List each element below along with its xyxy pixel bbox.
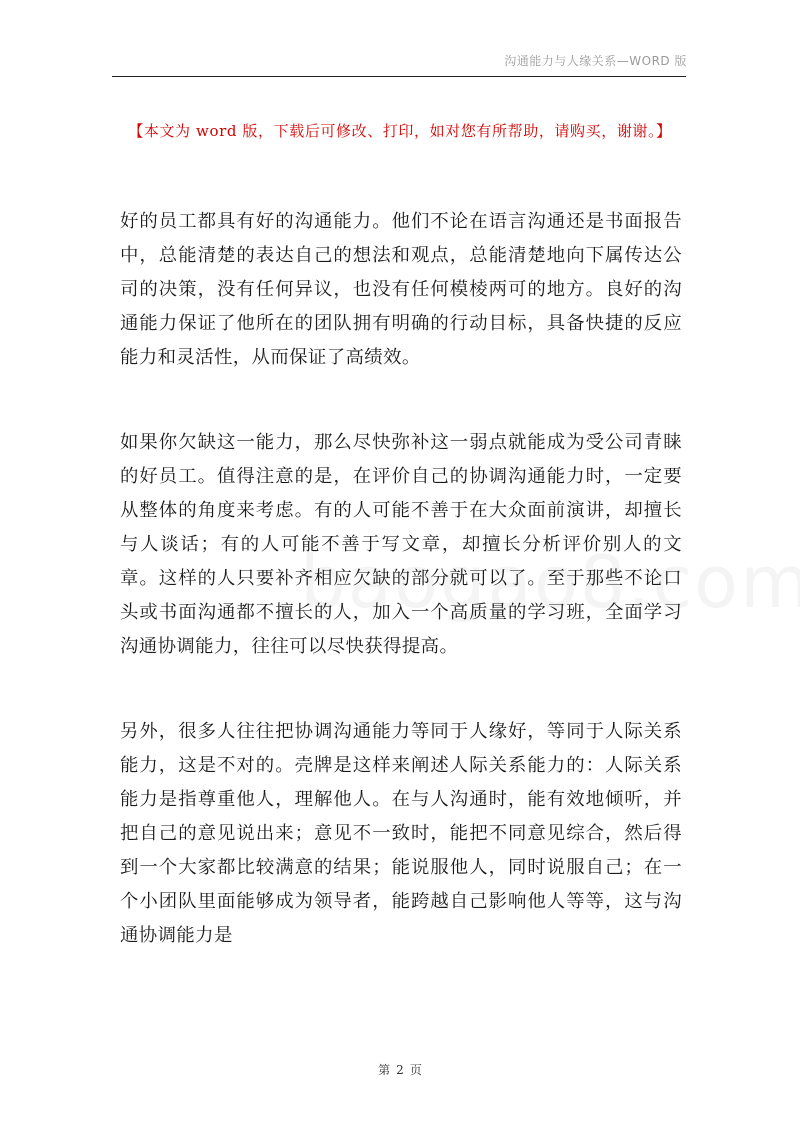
paragraph-1: 好的员工都具有好的沟通能力。他们不论在语言沟通还是书面报告中，总能清楚的表达自己的想法和观点，总能清楚地向下属传达公司的决策，没有任何异议，也没有任何模棱两可的地方。良好的沟通能力保证了他所在的团队拥有明确的行动目标，具备快捷的反应能力和灵活性，从而保证了高绩效。 (120, 211, 682, 368)
header-title: 沟通能力与人缘关系—WORD 版 (504, 54, 687, 68)
paragraph-2: 如果你欠缺这一能力，那么尽快弥补这一弱点就能成为受公司青睐的好员工。值得注意的是，在评价自己的协调沟通能力时，一定要从整体的角度来考虑。有的人可能不善于在大众面前演讲，却擅长与人谈话；有的人可能不善于写文章，却擅长分析评价别人的文章。这样的人只要补齐相应欠缺的部分就可以了。至于那些不论口头或书面沟通都不擅长的人，加入一个高质量的学习班，全面学习沟通协调能力，往往可以尽快获得提高。 (120, 432, 682, 657)
purchase-notice: 【本文为 word 版，下载后可修改、打印，如对您有所帮助，请购买，谢谢。】 (128, 122, 672, 140)
header-divider (112, 76, 686, 77)
page-footer (0, 1061, 800, 1078)
page-number: 2 (396, 1063, 404, 1077)
page-prefix: 第 (378, 1063, 391, 1077)
document-body (120, 205, 682, 1004)
paragraph-3: 另外，很多人往往把协调沟通能力等同于人缘好，等同于人际关系能力，这是不对的。壳牌是这样来阐述人际关系能力的：人际关系能力是指尊重他人，理解他人。在与人沟通时，能有效地倾听，并把自己的意见说出来；意见不一致时，能把不同意见综合，然后得到一个大家都比较满意的结果；能说服他人，同时说服自己；在一个小团队里面能够成为领导者，能跨越自己影响他人等等，这与沟通协调能力是 (120, 721, 682, 946)
page-suffix: 页 (409, 1063, 422, 1077)
